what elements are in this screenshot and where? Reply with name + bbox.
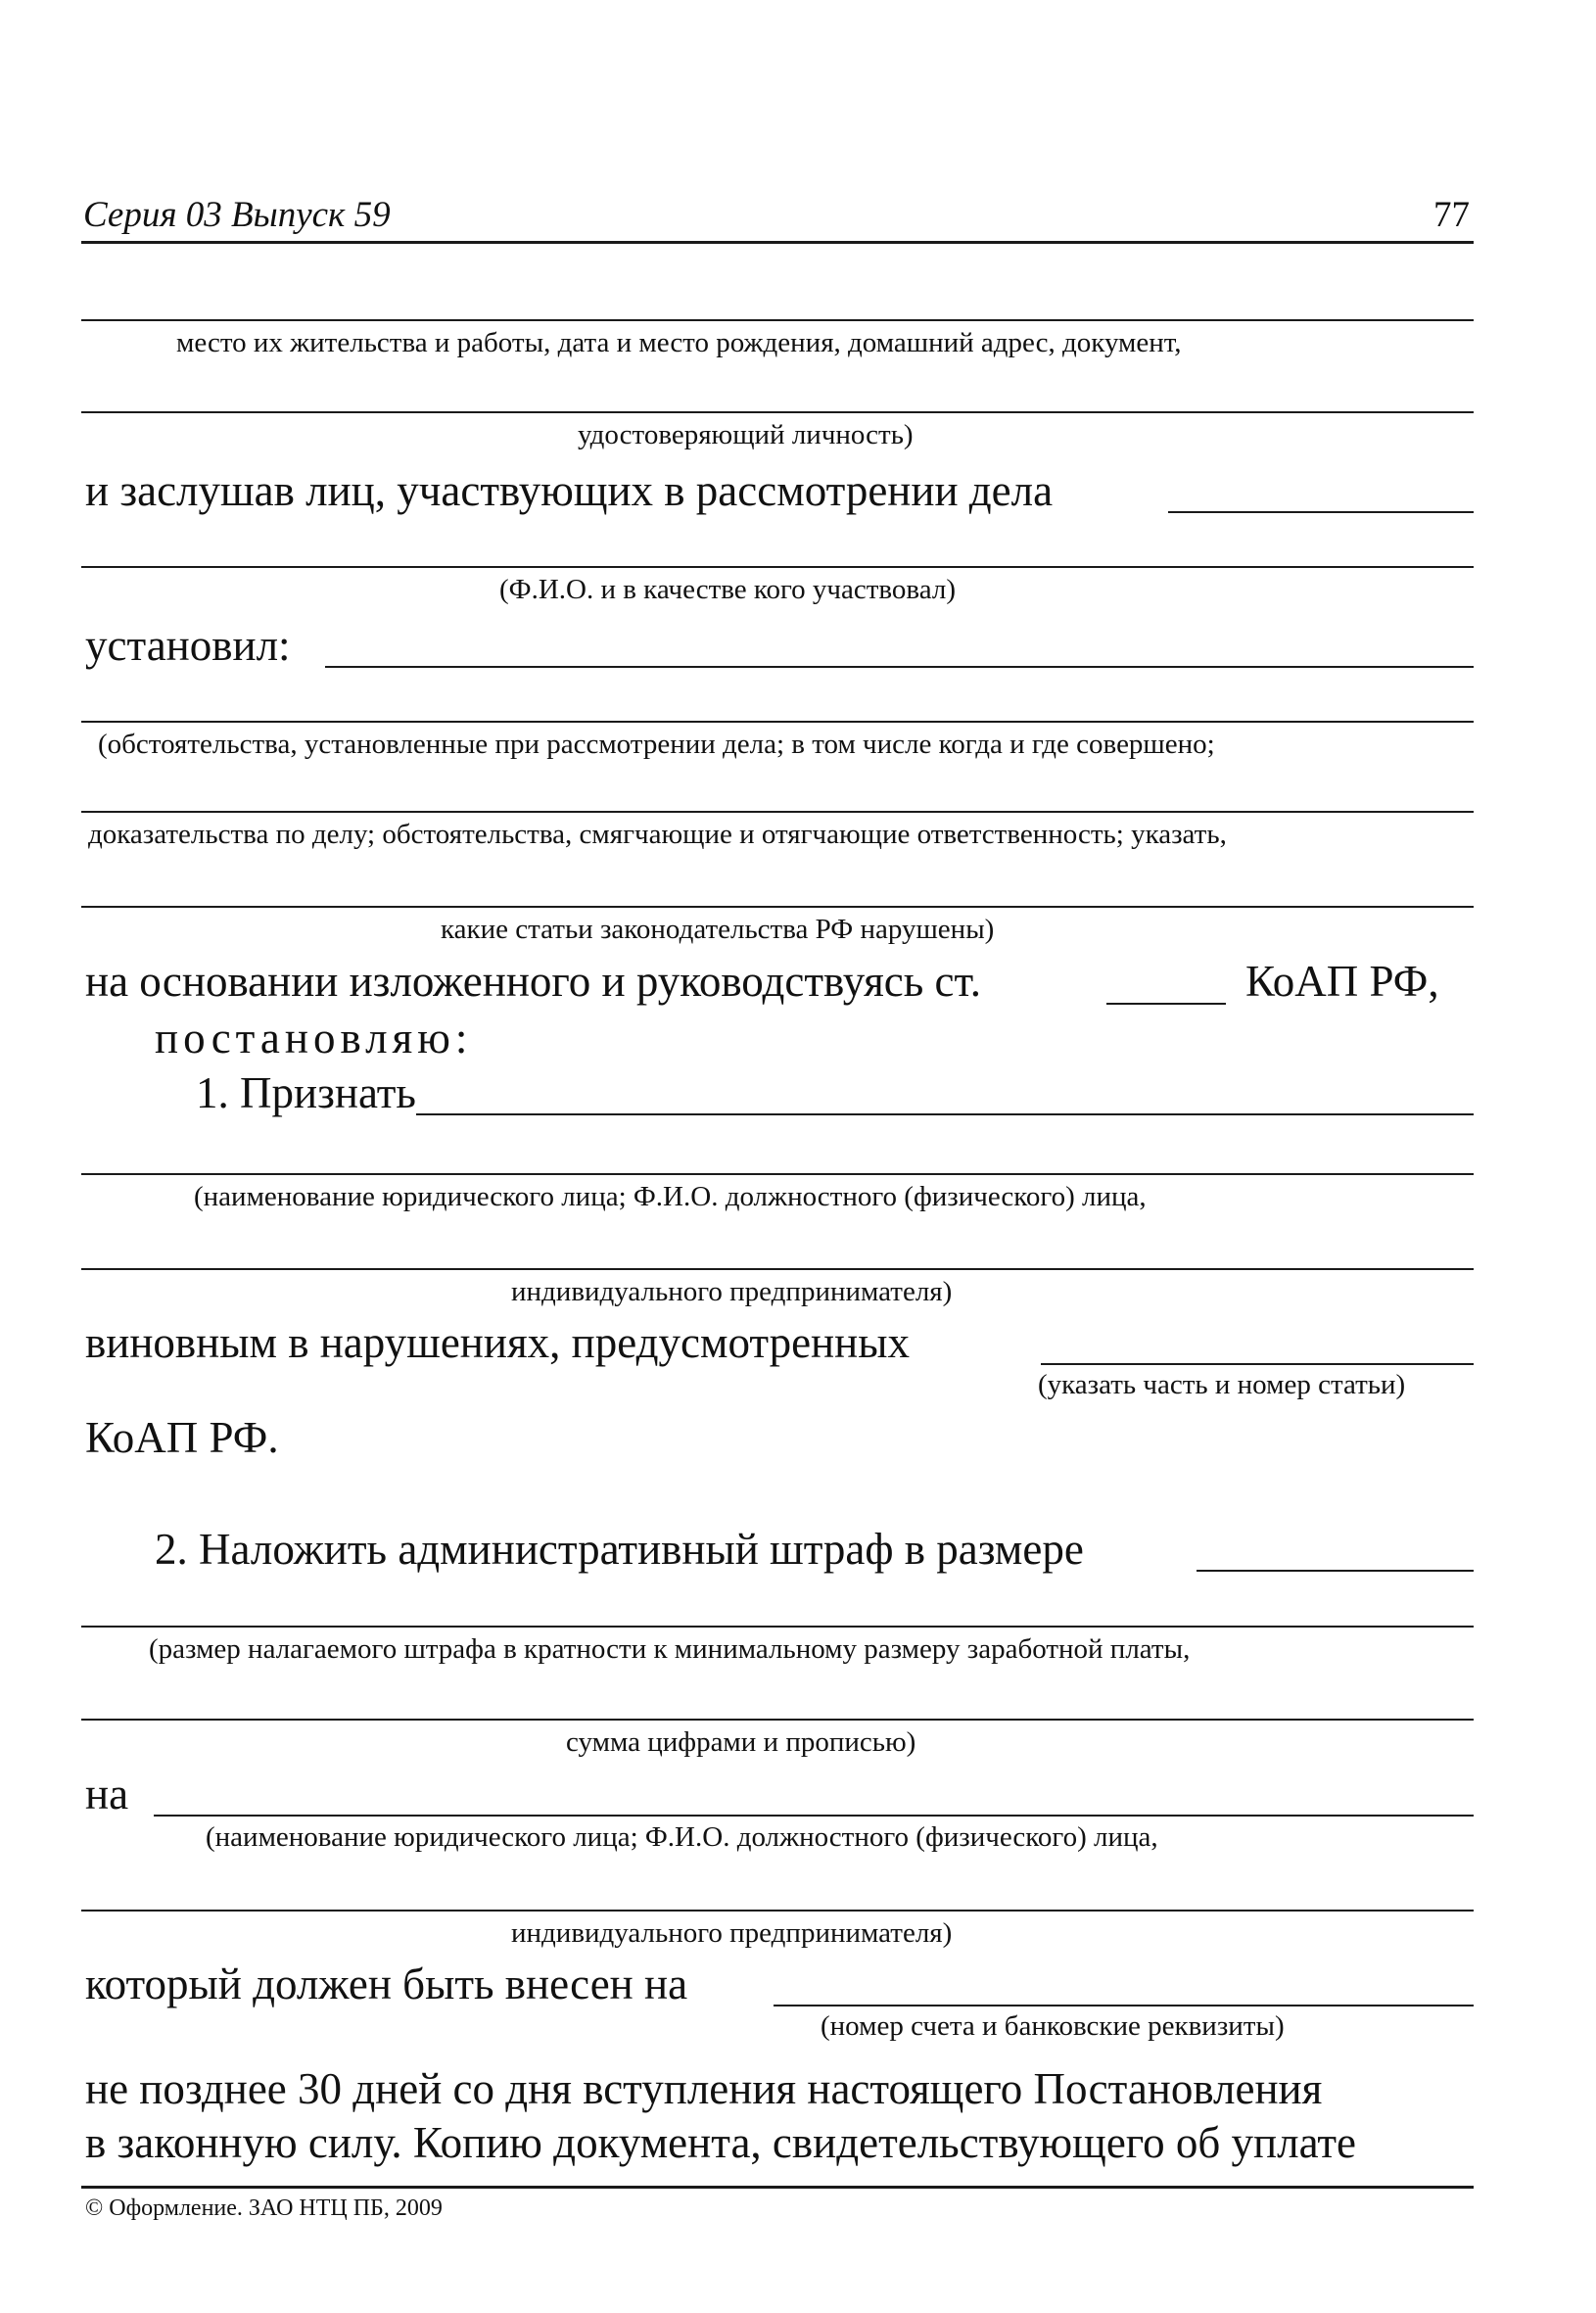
field-caption: (наименование юридического лица; Ф.И.О. должностного (физического) лица, bbox=[194, 1181, 1147, 1212]
fill-line bbox=[1041, 1363, 1474, 1365]
field-caption: (Ф.И.О. и в качестве кого участвовал) bbox=[499, 574, 956, 605]
heard-text: и заслушав лиц, участвующих в рассмотрении дела bbox=[85, 466, 1054, 515]
running-header-series: Серия 03 Выпуск 59 bbox=[83, 195, 391, 235]
fill-line bbox=[325, 666, 1474, 668]
fill-line bbox=[1168, 511, 1474, 513]
fill-line bbox=[81, 1268, 1474, 1270]
guilty-text: виновным в нарушениях, предусмотренных bbox=[85, 1318, 910, 1367]
koap-text: КоАП РФ. bbox=[85, 1413, 279, 1462]
decree-heading: постановляю: bbox=[155, 1014, 473, 1062]
fill-line bbox=[81, 906, 1474, 908]
deadline-line-1: не позднее 30 дней со дня вступления настоящего Постановления bbox=[85, 2064, 1323, 2113]
fill-line bbox=[81, 319, 1474, 321]
basis-text: на основании изложенного и руководствуясь ст. bbox=[85, 957, 982, 1006]
field-caption: (размер налагаемого штрафа в кратности к минимальному размеру заработной платы, bbox=[149, 1633, 1191, 1665]
field-caption: (указать часть и номер статьи) bbox=[1038, 1369, 1406, 1400]
field-caption: доказательства по делу; обстоятельства, смягчающие и отягчающие ответственность; указать, bbox=[88, 819, 1227, 850]
item1-text: 1. Признать bbox=[196, 1068, 416, 1117]
established-label: установил: bbox=[85, 621, 291, 670]
fill-line bbox=[1197, 1570, 1474, 1572]
payable-text: который должен быть внесен на bbox=[85, 1959, 688, 2008]
fill-line bbox=[774, 2005, 1474, 2006]
field-caption: (номер счета и банковские реквизиты) bbox=[821, 2010, 1285, 2042]
field-caption: (обстоятельства, установленные при рассмотрении дела; в том числе когда и где совершено; bbox=[98, 729, 1215, 760]
field-caption: какие статьи законодательства РФ нарушены) bbox=[441, 914, 995, 945]
item2-text: 2. Наложить административный штраф в размере bbox=[155, 1525, 1084, 1574]
field-caption: индивидуального предпринимателя) bbox=[511, 1917, 953, 1949]
on-label: на bbox=[85, 1770, 129, 1818]
fill-line bbox=[416, 1113, 1474, 1115]
field-caption: удостоверяющий личность) bbox=[578, 419, 914, 450]
fill-line bbox=[154, 1815, 1474, 1817]
header-rule bbox=[81, 241, 1474, 244]
fill-line bbox=[81, 1173, 1474, 1175]
page-number: 77 bbox=[1433, 195, 1470, 235]
fill-line bbox=[81, 566, 1474, 568]
koap-inline: КоАП РФ, bbox=[1245, 957, 1439, 1006]
fill-line bbox=[81, 1910, 1474, 1912]
deadline-line-2: в законную силу. Копию документа, свидетельствующего об уплате bbox=[85, 2118, 1357, 2167]
fill-line bbox=[81, 1626, 1474, 1628]
field-caption: (наименование юридического лица; Ф.И.О. должностного (физического) лица, bbox=[206, 1821, 1158, 1853]
fill-line bbox=[81, 411, 1474, 413]
field-caption: индивидуального предпринимателя) bbox=[511, 1276, 953, 1307]
fill-line bbox=[81, 721, 1474, 723]
field-caption: сумма цифрами и прописью) bbox=[566, 1726, 916, 1758]
fill-line bbox=[1106, 1003, 1226, 1005]
field-caption: место их жительства и работы, дата и место рождения, домашний адрес, документ, bbox=[176, 327, 1182, 358]
footer-copyright: © Оформление. ЗАО НТЦ ПБ, 2009 bbox=[85, 2195, 443, 2221]
fill-line bbox=[81, 811, 1474, 813]
footer-rule bbox=[81, 2186, 1474, 2189]
fill-line bbox=[81, 1719, 1474, 1721]
